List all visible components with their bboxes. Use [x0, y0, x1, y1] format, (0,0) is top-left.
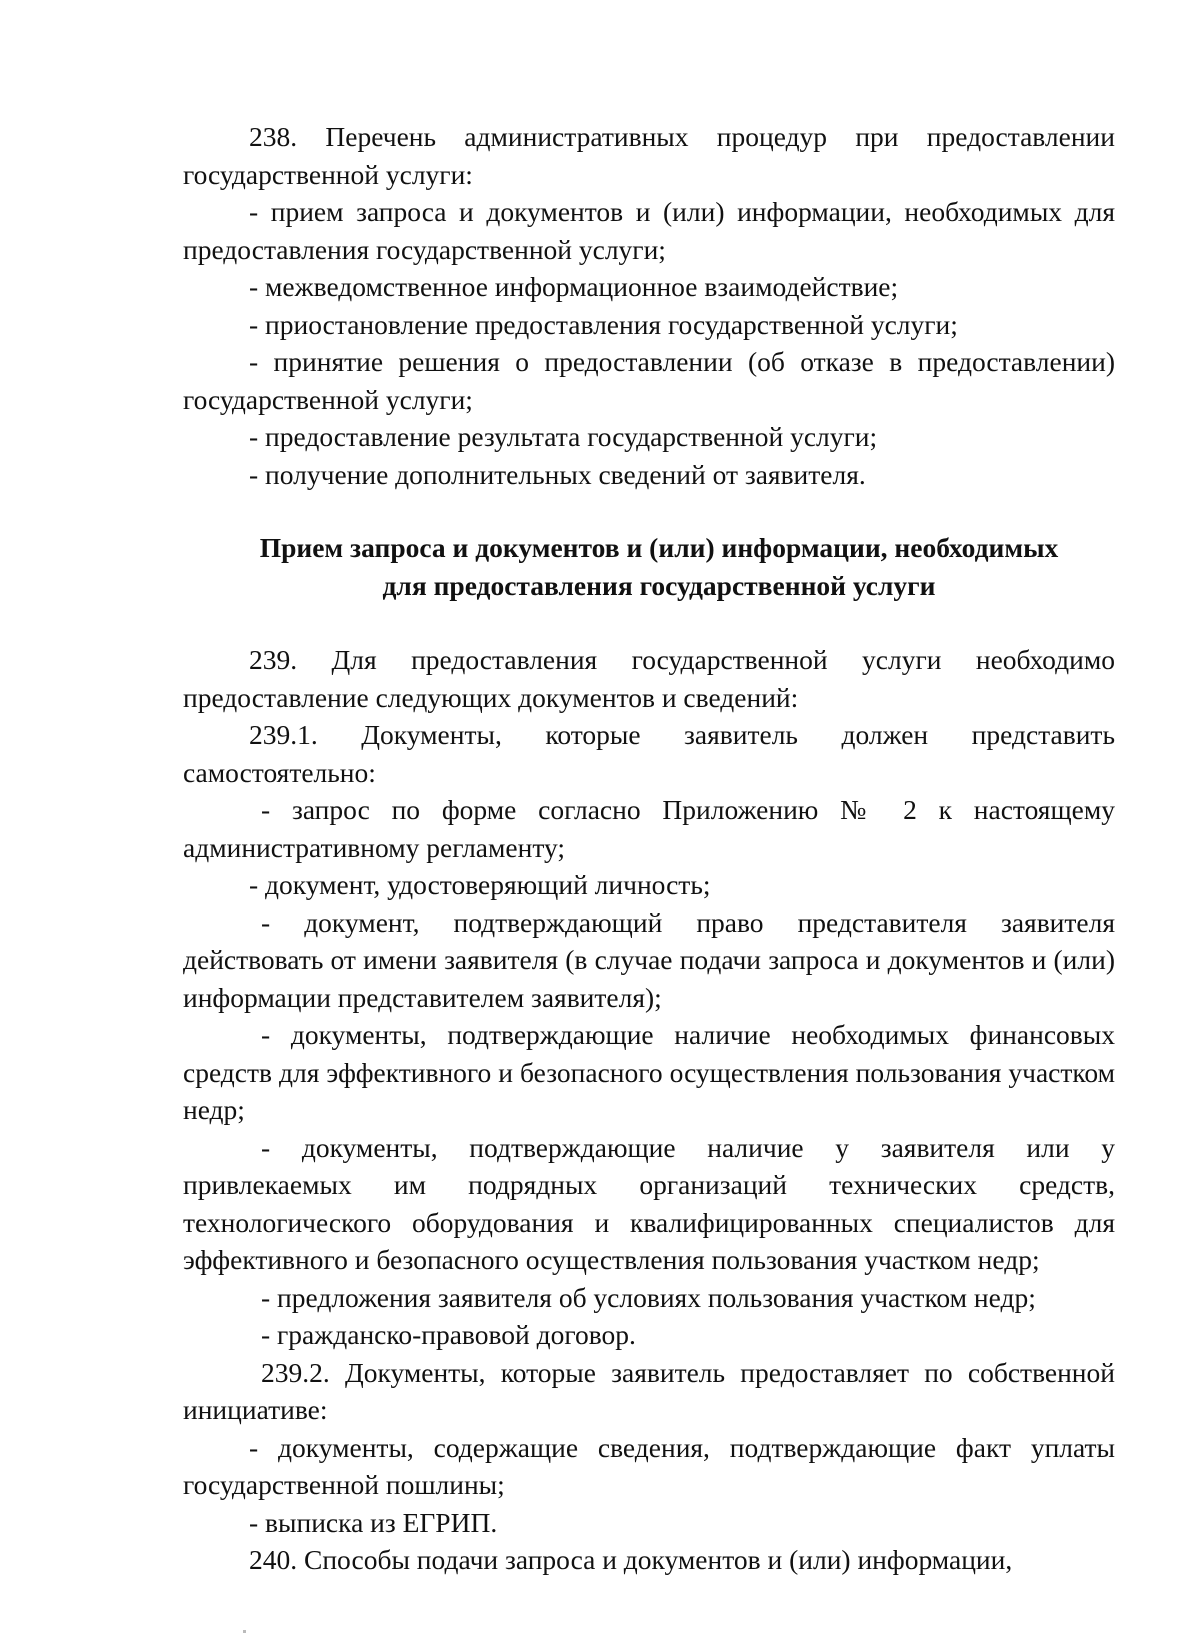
list-item: - документы, подтверждающие наличие необходимых финансовых средств для эффективного и безопасного осуществления пользования участком недр; [183, 1019, 1115, 1125]
paragraph-240: 240. Способы подачи запроса и документов и (или) информации, [249, 1544, 1013, 1575]
list-item: - документы, подтверждающие наличие у заявителя или у привлекаемых им подрядных организаций технических средств, технологического оборудования и квалифицированных специалистов для эффективного и безопасного осуществления пользования участком недр; [183, 1131, 1115, 1275]
list-item: - приостановление предоставления государственной услуги; [249, 308, 958, 340]
list-item: - прием запроса и документов и (или) информации, необходимых для предоставления государственной услуги; [183, 196, 1115, 265]
paragraph-239-2: 239.2. Документы, которые заявитель предоставляет по собственной инициативе: [183, 1356, 1115, 1425]
list-item: - получение дополнительных сведений от заявителя. [249, 458, 866, 490]
list-item: - документы, содержащие сведения, подтверждающие факт уплаты государственной пошлины; [183, 1431, 1115, 1500]
section-heading-line1: Прием запроса и документов и (или) информации, необходимых [259, 532, 1059, 563]
list-item: - выписка из ЕГРИП. [249, 1506, 498, 1538]
document-body [183, 118, 1115, 1579]
section-heading-line2: для предоставления государственной услуги [382, 569, 936, 601]
section-heading [183, 529, 1115, 604]
paragraph-239: 239. Для предоставления государственной услуги необходимо предоставление следующих документов и сведений: [183, 644, 1115, 713]
list-item: - предложения заявителя об условиях пользования участком недр; [261, 1281, 1036, 1313]
list-item: - запрос по форме согласно Приложению № 2 к настоящему административному регламенту; [183, 794, 1115, 863]
list-item: - гражданско-правовой договор. [261, 1319, 636, 1350]
list-item: - документ, подтверждающий право представителя заявителя действовать от имени заявителя (в случае подачи запроса и документов и (или) информации представителем заявителя); [183, 906, 1115, 1013]
paragraph-239-1: 239.1. Документы, которые заявитель должен представить самостоятельно: [183, 719, 1115, 788]
scan-speck [243, 1630, 246, 1633]
paragraph-238-intro: 238. Перечень административных процедур при предоставлении государственной услуги: [183, 121, 1115, 190]
list-item: - принятие решения о предоставлении (об отказе в предоставлении) государственной услуги; [183, 346, 1115, 415]
list-item: - межведомственное информационное взаимодействие; [249, 271, 899, 302]
list-item: - документ, удостоверяющий личность; [249, 869, 711, 900]
list-item: - предоставление результата государственной услуги; [249, 421, 878, 452]
